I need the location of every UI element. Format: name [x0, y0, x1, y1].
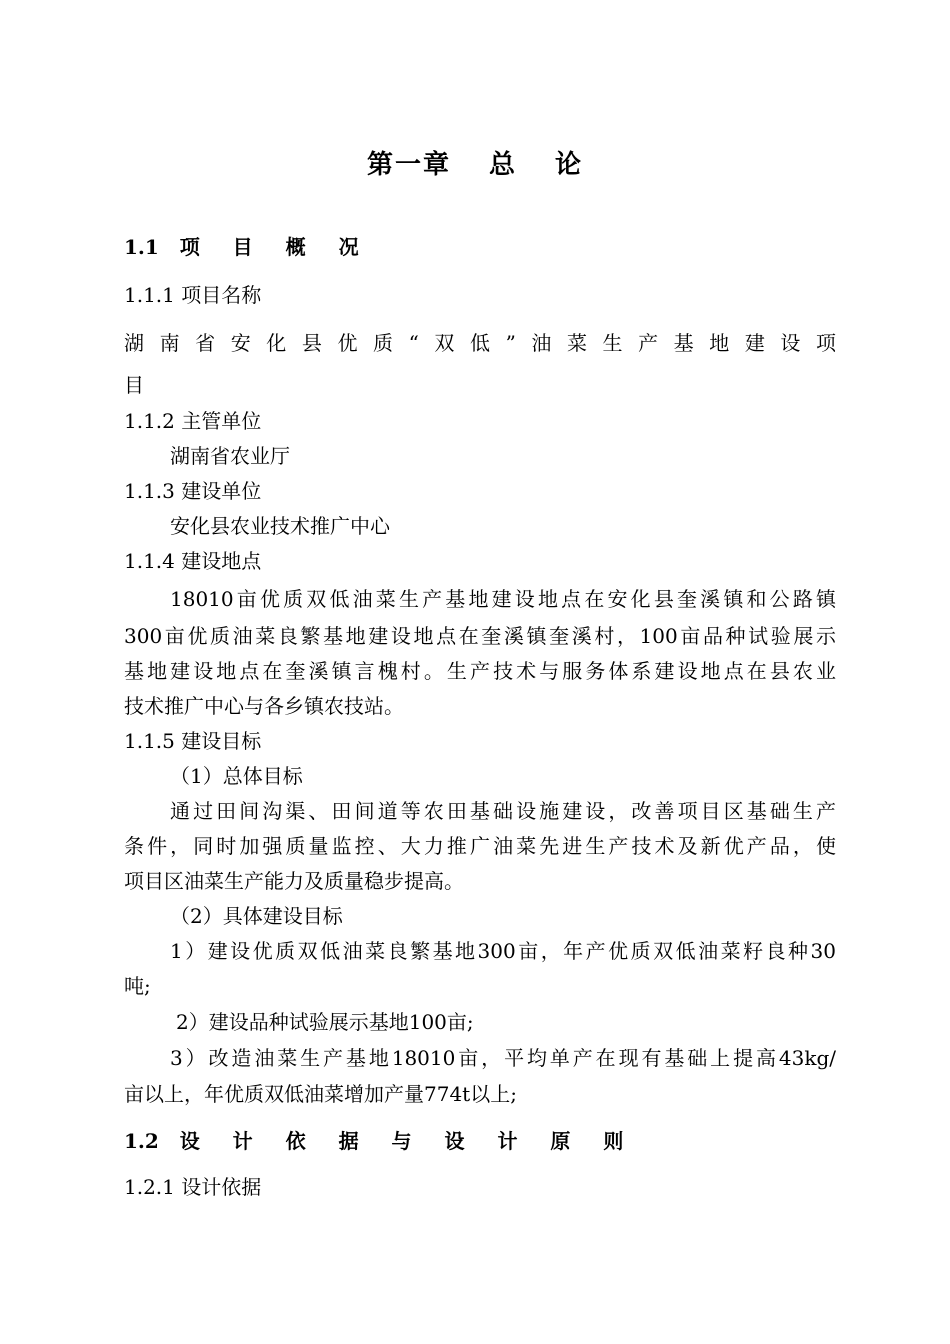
goal-overall-line-3: 项目区油菜生产能力及质量稳步提高。: [124, 869, 464, 893]
goal-overall-title: （1）总体目标: [170, 764, 303, 788]
subsection-heading-1-1-1: 1.1.1 项目名称: [124, 283, 262, 307]
chapter-title: [0, 144, 950, 181]
goal-overall-line-1: 通过田间沟渠、田间道等农田基础设施建设，改善项目区基础生产: [170, 799, 836, 823]
goal-specific-title: （2）具体建设目标: [170, 904, 343, 928]
goal-item-3-line-1: 3）改造油菜生产基地18010亩，平均单产在现有基础上提高43kg/: [170, 1046, 836, 1070]
subsection-heading-1-1-3: 1.1.3 建设单位: [124, 479, 262, 503]
location-line-3: 基地建设地点在奎溪镇言槐村。生产技术与服务体系建设地点在县农业: [124, 659, 836, 683]
goal-item-2: 2）建设品种试验展示基地100亩;: [176, 1010, 474, 1034]
section-title: 设 计 依 据 与 设 计 原 则: [179, 1129, 637, 1153]
chapter-word-2: 论: [555, 150, 584, 180]
section-number: 1.1: [124, 235, 159, 259]
goal-item-1-line-2: 吨;: [124, 974, 151, 998]
goal-overall-line-2: 条件，同时加强质量监控、大力推广油菜先进生产技术及新优产品，使: [124, 834, 836, 858]
section-number: 1.2: [124, 1129, 159, 1153]
location-line-1: 18010亩优质双低油菜生产基地建设地点在安化县奎溪镇和公路镇: [170, 587, 836, 611]
project-name-line-2: 目: [124, 373, 144, 397]
chapter-word-1: 总: [488, 150, 517, 180]
goal-item-1-line-1: 1）建设优质双低油菜良繁基地300亩，年产优质双低油菜籽良种30: [170, 939, 836, 963]
authority-value: 湖南省农业厅: [170, 444, 290, 468]
location-line-2: 300亩优质油菜良繁基地建设地点在奎溪镇奎溪村，100亩品种试验展示: [124, 624, 836, 648]
section-title: 项 目 概 况: [179, 235, 372, 259]
chapter-number: 第一章: [366, 150, 451, 180]
subsection-heading-1-1-2: 1.1.2 主管单位: [124, 409, 262, 433]
section-heading-1-2: [124, 1128, 836, 1154]
subsection-heading-1-2-1: 1.2.1 设计依据: [124, 1175, 262, 1199]
section-heading-1-1: [124, 234, 836, 260]
subsection-heading-1-1-4: 1.1.4 建设地点: [124, 549, 262, 573]
builder-value: 安化县农业技术推广中心: [170, 514, 390, 538]
project-name-line-1: 湖南省安化县优质“双低”油菜生产基地建设项: [124, 331, 836, 355]
location-line-4: 技术推广中心与各乡镇农技站。: [124, 694, 404, 718]
subsection-heading-1-1-5: 1.1.5 建设目标: [124, 729, 262, 753]
goal-item-3-line-2: 亩以上，年优质双低油菜增加产量774t以上;: [124, 1082, 517, 1106]
